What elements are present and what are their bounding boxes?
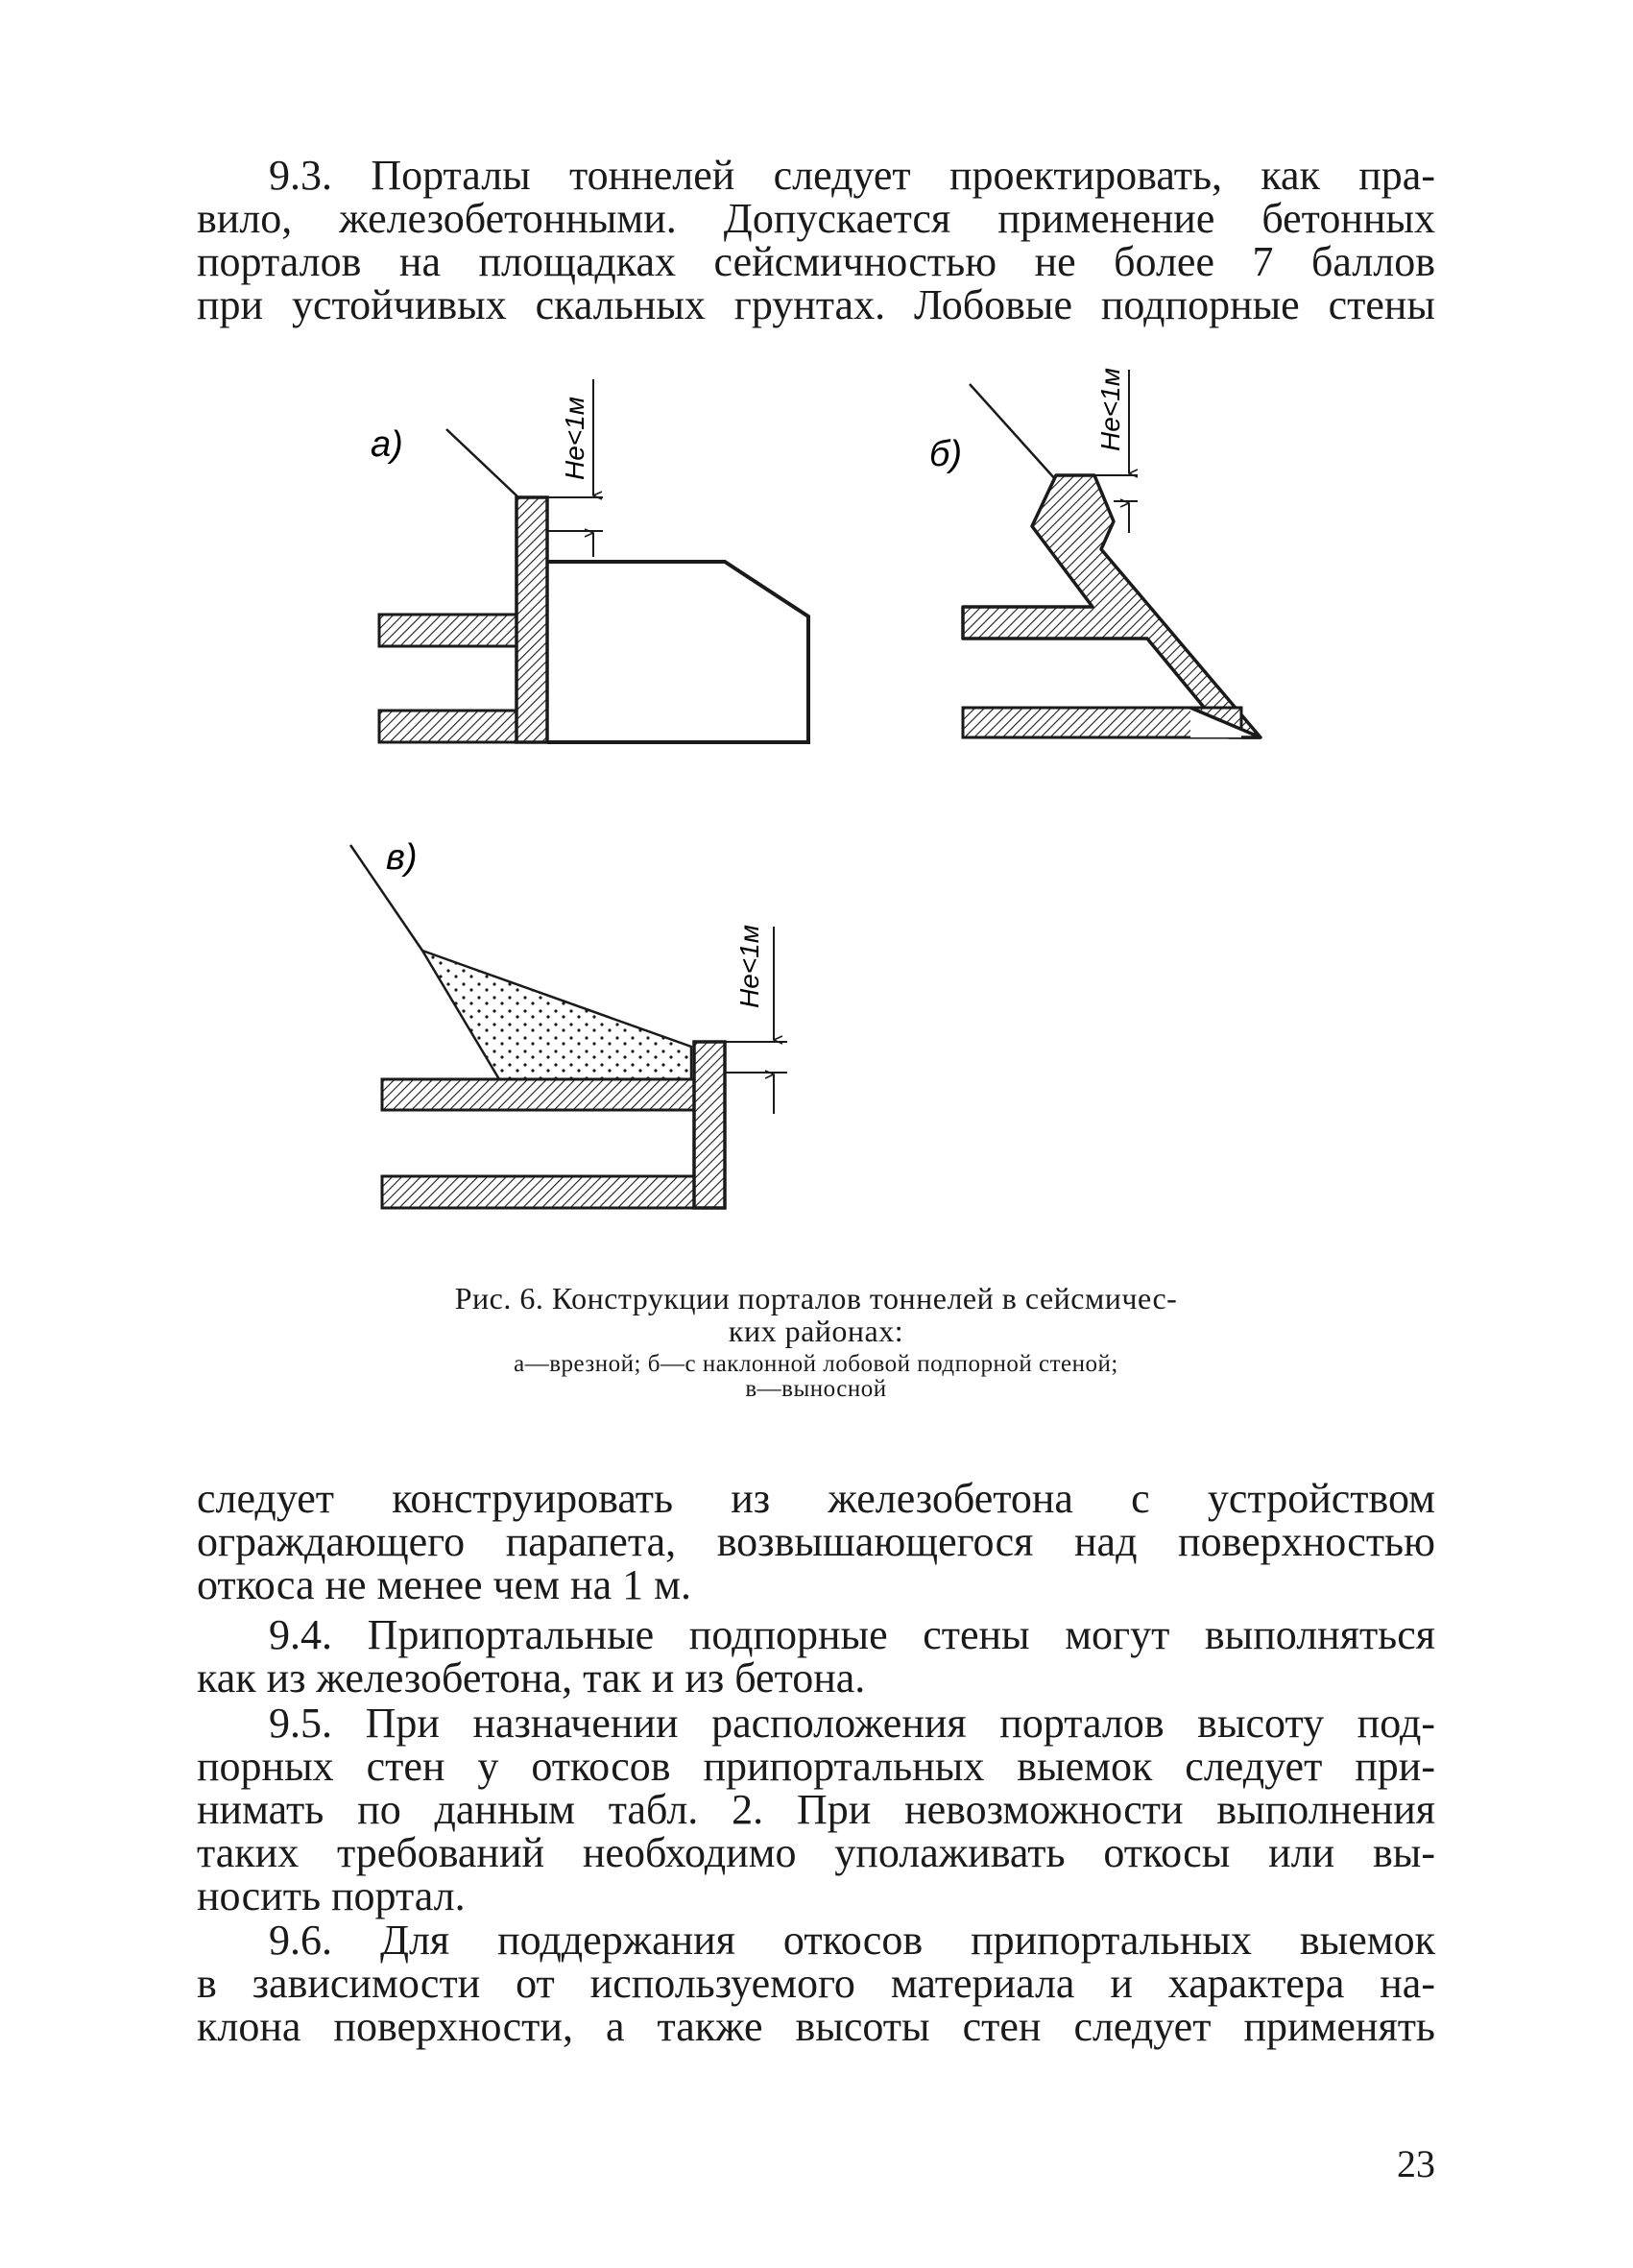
paragraph-9-3-continuation — [197, 1477, 1435, 1606]
figure-caption-legend — [365, 1352, 1267, 1402]
text-line: как из железобетона, так и из бетона. — [197, 1654, 866, 1701]
text-line: порных стен у откосов припортальных выемок следует при- — [197, 1743, 1435, 1790]
panel-c-dimension-label: Не<1м — [734, 925, 764, 1008]
text-line: 9.3. Порталы тоннелей следует проектировать, как пра- — [269, 152, 1435, 199]
text-line: вило, железобетонными. Допускается применение бетонных — [197, 195, 1435, 242]
paragraph-9-4 — [197, 1613, 1435, 1700]
panel-b-dimension-label: Не<1м — [1095, 368, 1125, 451]
paragraph-9-5 — [197, 1701, 1435, 1918]
paragraph-9-6 — [197, 1918, 1435, 2048]
panel-a-dimension-label: Не<1м — [560, 397, 589, 480]
text-line: 9.4. Припортальные подпорные стены могут выполняться — [269, 1611, 1435, 1658]
text-line: таких требований необходимо уполаживать откосы или вы- — [197, 1829, 1435, 1876]
text-line: откоса не менее чем на 1 м. — [197, 1561, 691, 1608]
text-line: 9.6. Для поддержания откосов припортальных выемок — [269, 1917, 1435, 1964]
text-line: следует конструировать из железобетона с устройством — [197, 1475, 1435, 1522]
text-line: 9.5. При назначении расположения порталов высоту под- — [269, 1700, 1435, 1747]
text-line: нимать по данным табл. 2. При невозможности выполнения — [197, 1786, 1435, 1833]
figure-caption-title — [365, 1282, 1267, 1347]
page-number: 23 — [1397, 2142, 1435, 2185]
paragraph-9-3-intro — [197, 154, 1435, 326]
tunnel-portal-figure — [0, 336, 1633, 1421]
text-line: носить портал. — [197, 1872, 466, 1919]
text-line: порталов на площадках сейсмичностью не более 7 баллов — [197, 238, 1435, 285]
text-line: клона поверхности, а также высоты стен следует применять — [197, 2003, 1435, 2050]
text-line: ограждающего парапета, возвышающегося над поверхностью — [197, 1518, 1435, 1565]
panel-c-label: в) — [386, 837, 418, 878]
panel-a-diagram — [371, 379, 808, 742]
caption-legend-line: а—врезной; б—с наклонной лобовой подпорной стеной; — [514, 1351, 1118, 1377]
caption-title-line: ких районах: — [728, 1314, 904, 1348]
text-line: в зависимости от используемого материала и характера на- — [197, 1960, 1435, 2007]
caption-title-line: Рис. 6. Конструкции порталов тоннелей в сейсмичес- — [454, 1281, 1178, 1315]
panel-b-diagram — [929, 368, 1261, 737]
text-line: при устойчивых скальных грунтах. Лобовые подпорные стены — [197, 281, 1435, 328]
panel-c-diagram — [350, 837, 787, 1208]
caption-legend-line: в—выносной — [745, 1376, 887, 1402]
panel-b-label: б) — [929, 434, 963, 474]
panel-a-label: а) — [371, 424, 403, 465]
